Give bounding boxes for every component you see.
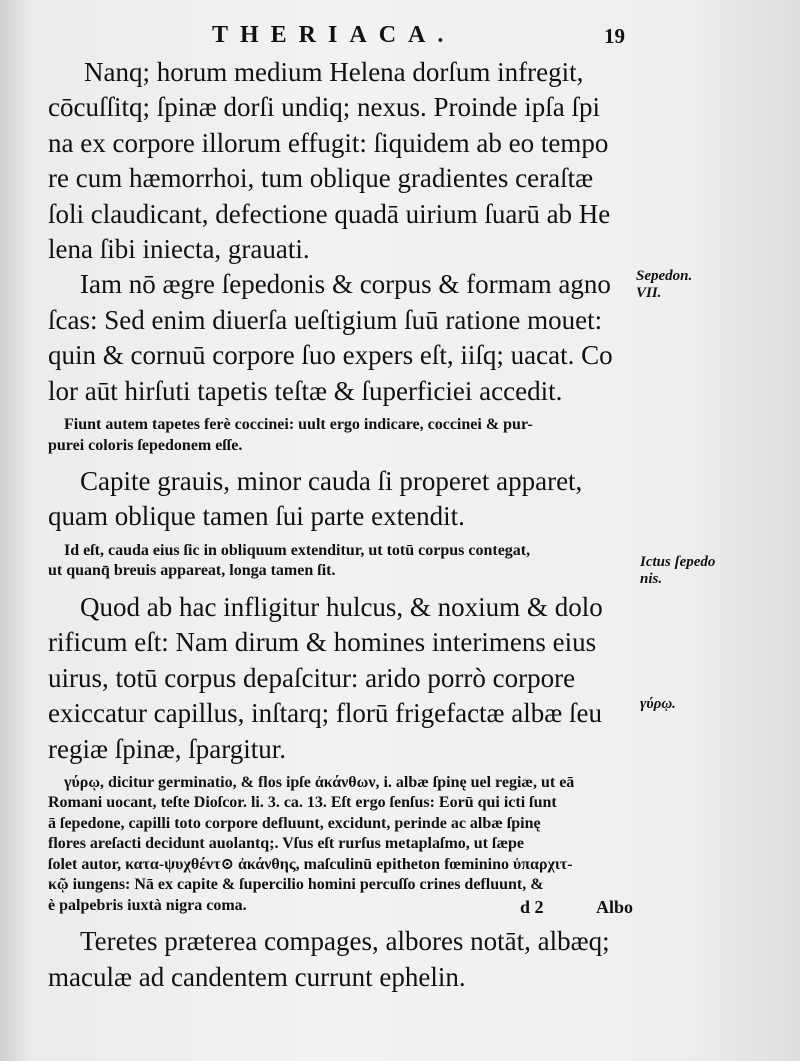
verse-line: Teretes præterea compages, albores notāt, albæq;	[80, 926, 610, 957]
commentary-line: flores areſacti decidunt auolantq;. Vſus eſt rurſus metaplaſmo, ut ſæpe	[48, 835, 524, 853]
verse-line: uirus, totū corpus depaſcitur: arido porrò corpore	[48, 662, 576, 693]
page-header	[0, 22, 800, 52]
verse-line: Capite grauis, minor cauda ſi properet apparet,	[80, 466, 583, 497]
running-head: THERIACA.	[212, 22, 456, 48]
commentary-line: κῷ iungens: Nā ex capite & ſupercilio homini percuſſo crines defluunt, &	[48, 876, 544, 894]
verse-line: exiccatur capillus, inſtarq; florū frigefactæ albæ ſeu	[48, 698, 603, 729]
verse-line: Quod ab hac infligitur hulcus, & noxium & dolo	[80, 591, 603, 622]
commentary-line: ut quanq̄ breuis appareat, longa tamen ſit.	[48, 562, 336, 580]
commentary-line: Id eſt, cauda eius ſic in obliquum extenditur, ut totū corpus contegat,	[64, 541, 531, 559]
margin-note-gyrw: γύρῳ.	[640, 696, 676, 712]
commentary-line: ā ſepedone, capilli toto corpore defluunt, excidunt, perinde ac albæ ſpinę	[48, 814, 541, 832]
verse-line: cōcuſſitq; ſpinæ dorſi undiq; nexus. Proinde ipſa ſpi	[48, 92, 600, 123]
commentary-line: purei coloris ſepedonem eſſe.	[48, 436, 243, 454]
verse-line: maculæ ad candentem currunt ephelin.	[48, 961, 466, 992]
page-footer	[0, 897, 800, 921]
commentary-line: Fiunt autem tapetes ferè coccinei: uult ergo indicare, coccinei & pur-	[64, 416, 533, 434]
verse-line: quin & cornuū corpore ſuo expers eſt, iiſq; uacat. Co	[48, 340, 613, 371]
verse-line: regiæ ſpinæ, ſpargitur.	[48, 733, 286, 764]
catchword: Albo	[596, 897, 634, 917]
line-gap	[48, 456, 638, 464]
verse-line: Iam nō ægre ſepedonis & corpus & formam agno	[80, 269, 611, 300]
verse-line: ſoli claudicant, defectione quadā uirium ſuarū ab He	[48, 198, 611, 229]
verse-line: lena ſibi iniecta, grauati.	[48, 234, 310, 265]
commentary-line: Romani uocant, teſte Dioſcor. li. 3. ca. 13. Eſt ergo ſenſus: Eorū qui icti ſunt	[48, 794, 557, 812]
verse-line: ſcas: Sed enim diuerſa ueſtigium ſuū ratione mouet:	[48, 304, 603, 335]
line-gap	[48, 582, 638, 590]
verse-line: lor aūt hirſuti tapetis teſtæ & ſuperficiei accedit.	[48, 375, 563, 406]
text-block	[48, 55, 638, 995]
margin-note-sepedon: Sepedon. VII.	[636, 268, 693, 301]
commentary-line: ſolet autor, κατα-ψυχθέντ⊙ ἀκάνθης, maſculinū epitheton fœminino ὑπαρχιτ-	[48, 855, 573, 873]
verse-line: quam oblique tamen ſui parte extendit.	[48, 501, 465, 532]
commentary-line: è palpebris iuxtà nigra coma.	[48, 896, 247, 914]
margin-note-ictus: Ictus ſepedo nis.	[640, 554, 716, 587]
commentary-line: γύρῳ, dicitur germinatio, & flos ipſe ἀκάνθων, i. albæ ſpinę uel regiæ, ut eā	[64, 773, 575, 791]
verse-line: rificum eſt: Nam dirum & homines interimens eius	[48, 627, 597, 658]
verse-line: Nanq; horum medium Helena dorſum infregit,	[84, 57, 584, 87]
signature-mark: d 2	[520, 897, 544, 917]
verse-line: re cum hæmorrhoi, tum oblique gradientes ceraſtæ	[48, 163, 594, 194]
page-number: 19	[604, 24, 625, 48]
verse-line: na ex corpore illorum effugit: ſiquidem ab eo tempo	[48, 127, 609, 158]
